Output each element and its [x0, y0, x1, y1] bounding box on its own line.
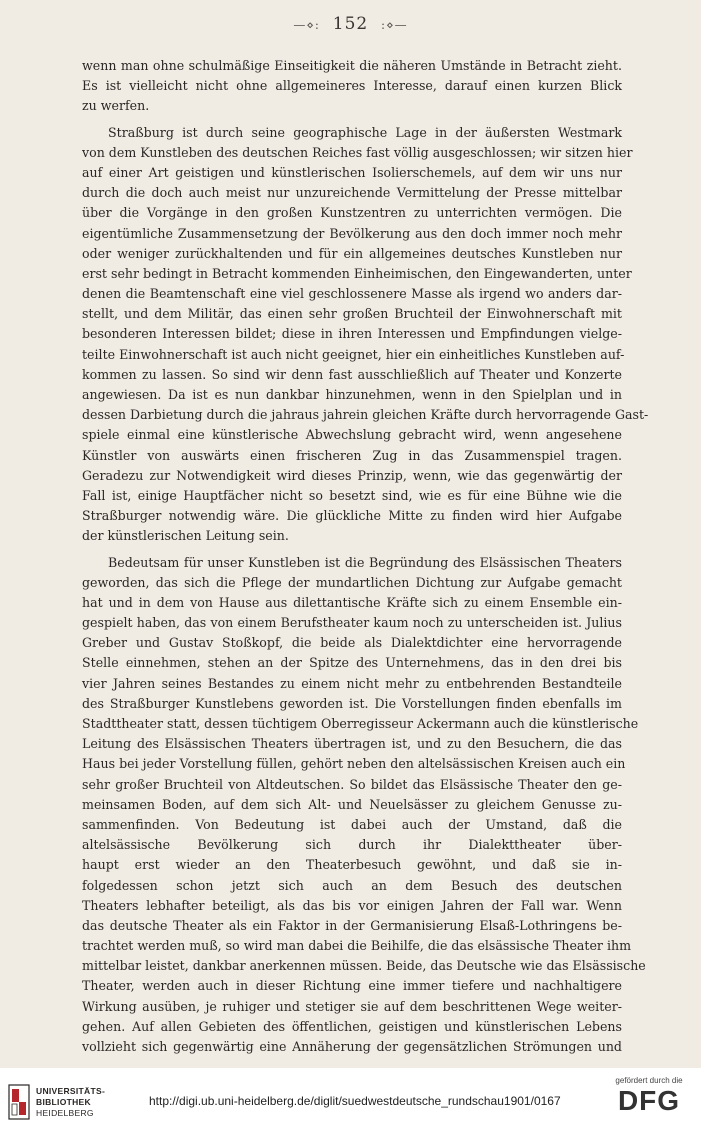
- text-line: eigentümliche Zusammensetzung der Bevölkerung aus den doch immer noch mehr: [82, 225, 622, 241]
- text-line: sammenfinden. Von Bedeutung ist dabei auch der Umstand, daß die: [82, 816, 622, 832]
- text-line: folgedessen schon jetzt sich auch an dem Besuch des deutschen: [82, 877, 622, 893]
- text-line: Stelle einnehmen, stehen an der Spitze des Unternehmens, das in den drei bis: [82, 655, 622, 671]
- text-line: auf einer Art geistigen und künstlerischen Isolierschemels, auf dem wir uns nur: [82, 164, 622, 180]
- dfg-wordmark: DFG: [617, 1085, 681, 1116]
- text-line: der künstlerischen Leitung sein.: [82, 528, 289, 544]
- library-logo-text: [36, 1086, 105, 1119]
- logo-line-3: HEIDELBERG: [36, 1108, 94, 1118]
- text-line: spiele einmal eine künstlerische Abwechslung gebracht wird, wenn angesehene: [82, 427, 622, 443]
- text-line: hat und in dem von Hause aus dilettantische Kräfte sich zu einem Ensemble ein-: [82, 594, 622, 610]
- text-line: Leitung des Elsässischen Theaters übertragen ist, und zu den Besuchern, die das: [82, 736, 622, 752]
- text-line: erst sehr bedingt in Betracht kommenden Einheimischen, den Eingewanderten, unter: [82, 265, 632, 281]
- text-line: Theater, werden auch in dieser Richtung eine immer tiefere und nachhaltigere: [82, 978, 622, 994]
- text-line: das deutsche Theater als ein Faktor in der Germanisierung Elsaß-Lothringens be-: [82, 917, 622, 933]
- text-line: altelsässische Bevölkerung sich durch ihr Dialekttheater über-: [82, 837, 622, 853]
- text-line: vier Jahren seines Bestandes zu einem nicht mehr zu entbehrenden Bestandteile: [82, 675, 622, 691]
- text-line: Haus bei jeder Vorstellung füllen, gehört neben den altelsässischen Kreisen auch ein: [82, 756, 626, 772]
- funder-caption: gefördert durch die: [615, 1076, 683, 1085]
- text-line: von dem Kunstleben des deutschen Reiches fast völlig ausgeschlossen; wir sitzen hier: [82, 144, 633, 160]
- text-line: zu werfen.: [82, 98, 150, 114]
- text-line: besonderen Interessen bildet; diese in ihren Interessen und Empfindungen vielge-: [82, 326, 622, 342]
- text-line: Fall ist, einige Hauptfächer nicht so besetzt sind, wie es für eine Bühne wie die: [82, 487, 622, 503]
- text-line: Es ist vielleicht nicht ohne allgemeineres Interesse, darauf einen kurzen Blick: [82, 78, 622, 94]
- text-line: gespielt haben, das von einem Berufstheater kaum noch zu unterscheiden ist. Julius: [82, 615, 622, 631]
- text-line: Geradezu zur Notwendigkeit wird dieses Prinzip, wenn, wie das gegenwärtig der: [82, 467, 622, 483]
- page-number: 152: [332, 14, 369, 34]
- text-line: teilte Einwohnerschaft ist auch nicht geeignet, hier ein einheitliches Kunstleben auf-: [82, 346, 625, 362]
- text-line: dessen Darbietung durch die jahraus jahrein gleichen Kräfte durch hervorragende Gast-: [82, 407, 649, 423]
- dfg-logo[interactable]: [609, 1076, 689, 1128]
- university-library-logo[interactable]: [8, 1080, 148, 1124]
- text-line: haupt erst wieder an den Theaterbesuch gewöhnt, und daß sie in-: [82, 857, 622, 873]
- footer-bar: [0, 1068, 701, 1134]
- text-line: Stadttheater statt, dessen tüchtigem Oberregisseur Ackermann auch die künstlerische: [82, 716, 639, 731]
- text-line: denen die Beamtenschaft eine viel geschlossenere Masse als irgend wo anders dar-: [82, 286, 622, 302]
- text-line: geworden, das sich die Pflege der mundartlichen Dichtung zur Aufgabe gemacht: [82, 574, 622, 590]
- text-line: meinsamen Boden, auf dem sich Alt- und Neuelsässer zu gleichem Genusse zu-: [82, 796, 622, 812]
- text-line: Straßburg ist durch seine geographische Lage in der äußersten Westmark: [108, 124, 622, 140]
- text-line: trachtet werden muß, so wird man dabei die Beihilfe, die das elsässische Theater ihm: [82, 938, 632, 954]
- page-header: [0, 14, 701, 34]
- logo-line-1: UNIVERSITÄTS-: [36, 1086, 106, 1096]
- text-line: Künstler von auswärts einen frischeren Zug in das Zusammenspiel tragen.: [82, 447, 622, 463]
- header-ornament-right: :⋄—: [381, 18, 408, 32]
- text-line: kommen zu lassen. So sind wir denn fast ausschließlich auf Theater und Konzerte: [82, 366, 622, 382]
- text-line: Bedeutsam für unser Kunstleben ist die Begründung des Elsässischen Theaters: [108, 554, 622, 570]
- text-line: Greber und Gustav Stoßkopf, die beide als Dialektdichter eine hervorragende: [82, 635, 622, 651]
- text-line: vollzieht sich gegenwärtig eine Annäherung der gegensätzlichen Strömungen und: [82, 1039, 622, 1054]
- text-line: sehr großer Bruchteil von Altdeutschen. So bildet das Elsässische Theater den ge-: [82, 776, 622, 792]
- text-line: Theaters lebhafter beteiligt, als das bis vor einigen Jahren der Fall war. Wenn: [82, 897, 622, 913]
- text-line: durch die doch auch meist nur unzureichende Vermittelung der Presse mittelbar: [82, 185, 622, 201]
- text-line: wenn man ohne schulmäßige Einseitigkeit die näheren Umstände in Betracht zieht.: [82, 58, 622, 73]
- logo-line-2: BIBLIOTHEK: [36, 1097, 91, 1107]
- text-line: des Straßburger Kunstlebens geworden ist. Die Vorstellungen finden ebenfalls im: [82, 695, 622, 711]
- text-line: mittelbar leistet, dankbar anerkennen müssen. Beide, das Deutsche wie das Elsässische: [82, 958, 646, 974]
- text-line: angewiesen. Da ist es nun dankbar hinzunehmen, wenn in den Spielplan und in: [82, 387, 622, 402]
- text-line: Wirkung ausüben, je ruhiger und stetiger sie auf dem beschrittenen Wege weiter-: [82, 998, 622, 1014]
- text-line: Straßburger notwendig wäre. Die glückliche Mitte zu finden wird hier Aufgabe: [82, 508, 622, 524]
- text-line: gehen. Auf allen Gebieten des öffentlichen, geistigen und künstlerischen Lebens: [82, 1018, 622, 1034]
- library-shield-icon: [8, 1084, 30, 1120]
- text-line: oder weniger zurückhaltenden und für ein allgemeines deutsches Kunstleben nur: [82, 245, 622, 261]
- header-ornament-left: —⋄:: [293, 18, 320, 32]
- text-line: stellt, und dem Militär, das einen sehr großen Bruchteil der Einwohnerschaft mit: [82, 306, 622, 322]
- body-text: [82, 56, 649, 1057]
- source-url-link[interactable]: http://digi.ub.uni-heidelberg.de/diglit/suedwestdeutsche_rundschau1901/0167: [149, 1094, 561, 1108]
- text-line: über die Vorgänge in den großen Kunstzentren zu unterrichten vermögen. Die: [82, 205, 622, 221]
